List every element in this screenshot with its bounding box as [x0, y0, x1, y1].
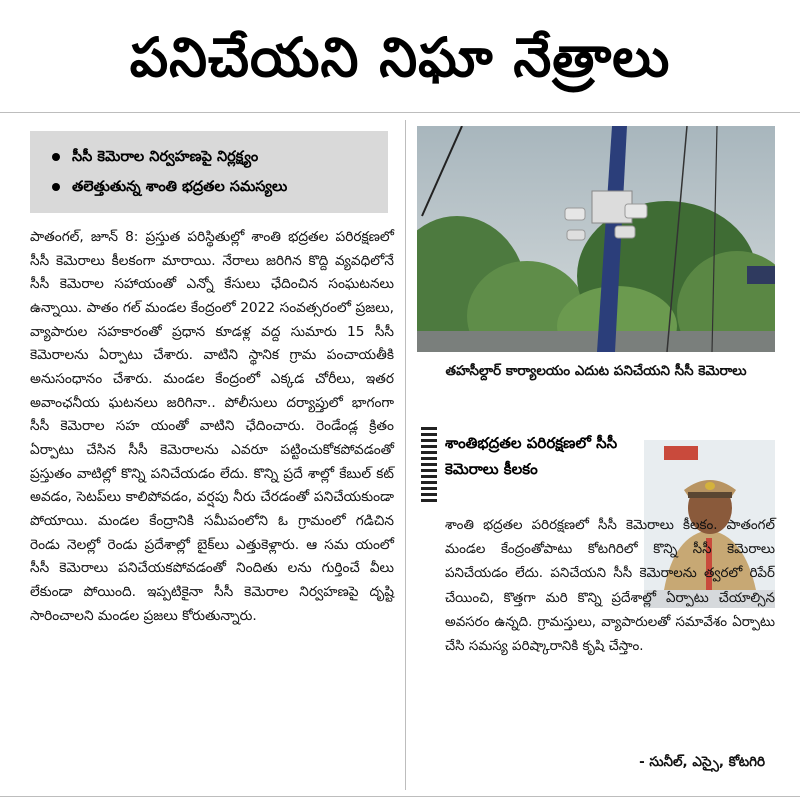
photo-caption: తహసీల్దార్ కార్యాలయం ఎదుట పనిచేయని సీసీ కెమెరాలు: [445, 363, 747, 379]
bullet-icon: [52, 153, 60, 161]
sidebar-title: శాంతిభద్రతల పరిరక్షణలో సీసీ కెమెరాలు కీలకం: [445, 434, 618, 478]
highlights-box: [30, 131, 388, 213]
column-rule: [405, 120, 406, 790]
headline: పనిచేయని నిఘా నేత్రాలు: [129, 26, 671, 89]
article-body: పాతంగల్, జూన్ 8: ప్రస్తుత పరిస్థితుల్లో శాంతి భద్రతల పరిరక్షణలో సీసీ కెమెరాలు కీలకంగా మారాయి. నేరాలు జరిగిన కొద్ది వ్యవధిలోనే సీసీ కెమెరాల సహాయంతో ఎన్నో కేసులు ఛేదించిన సంఘటనలు ఉన్నాయి. పాతం గల్ మండల కేంద్రంలో 2022 సంవత్సరంలో ప్రజలు, వ్యాపారుల సహకారంతో ప్రధాన కూడళ్ల వద్ద సుమారు 15 సీసీ కెమెరాలను ఏర్పాటు చేశారు. వాటిని స్థానిక గ్రామ పంచాయతీకి అనుసంధానం చేశారు. మండల కేంద్రంలో ఎక్కడ చోరీలు, ఇతర అవాంఛనీయ ఘటనలు జరిగినా.. పోలీసులు దర్యాప్తులో భాగంగా సీసీ కెమెరాల సహ యంతో వాటిని ఛేదించారు. రెండేండ్ల క్రితం ఏర్పాటు చేసిన సీసీ కెమెరాలను ఎవరూ పట్టించుకోకపోవడంతో ప్రస్తుతం వాటిల్లో కొన్ని పనిచేయడం లేదు. కొన్ని ప్రదే శాల్లో కేబుల్ కట్ అవడం, సెటప్‌లు కాలిపోవడం, వర్షపు నీరు చేరడంతో పనిచేయకుండా పోయాయి. మండల కేంద్రానికి సమీపంలోని ఓ గ్రామంలో గడిచిన రెండు నెలల్లో రెండు ప్రదేశాల్లో బైక్‌లు ఎత్తుకెళ్లారు. ఆ సమ యంలో సీసీ కెమెరాలు పనిచేయకపోవడంతో నిందితు లను గుర్తించే వీలు లేకుండా పోయింది. ఇప్పటికైనా సీసీ కెమెరాల నిర్వహణపై దృష్టి సారించాలని మండల ప్రజలు కోరుతున్నారు.: [30, 229, 394, 624]
cctv-pole-image: [417, 126, 775, 352]
bottom-rule: [0, 796, 800, 797]
highlight-text: తలెత్తుతున్న శాంతి భద్రతల సమస్యలు: [72, 179, 288, 195]
highlight-item: [52, 176, 287, 198]
sidebar-accent-bar: [421, 424, 437, 502]
sidebar-quote: శాంతి భద్రతల పరిరక్షణలో సీసీ కెమెరాలు కీలకం. పాతంగల్ మండల కేంద్రంతోపాటు కోటగిరిలో కొన్ని సీసీ కెమెరాలు పనిచేయడం లేదు. పనిచేయని సీసీ కెమెరాలను త్వరలో రిపేర్ చేయించి, కొత్తగా మరి కొన్ని ప్రదేశాల్లో ఏర్పాటు చేయాల్సిన అవసరం ఉన్నది. గ్రామస్తులు, వ్యాపారులతో సమావేశం ఏర్పాటు చేసి సమస్య పరిష్కారానికి కృషి చేస్తాం.: [445, 518, 775, 655]
sidebar-box: [421, 424, 779, 787]
bullet-icon: [52, 183, 60, 191]
sidebar-signature: - సునీల్, ఎస్సై, కోటగిరి: [639, 754, 765, 770]
highlight-item: [52, 146, 258, 168]
headline-rule: [0, 112, 800, 113]
highlight-text: సీసీ కెమెరాల నిర్వహణపై నిర్లక్ష్యం: [72, 149, 259, 165]
cctv-pole-photo: [417, 126, 775, 352]
